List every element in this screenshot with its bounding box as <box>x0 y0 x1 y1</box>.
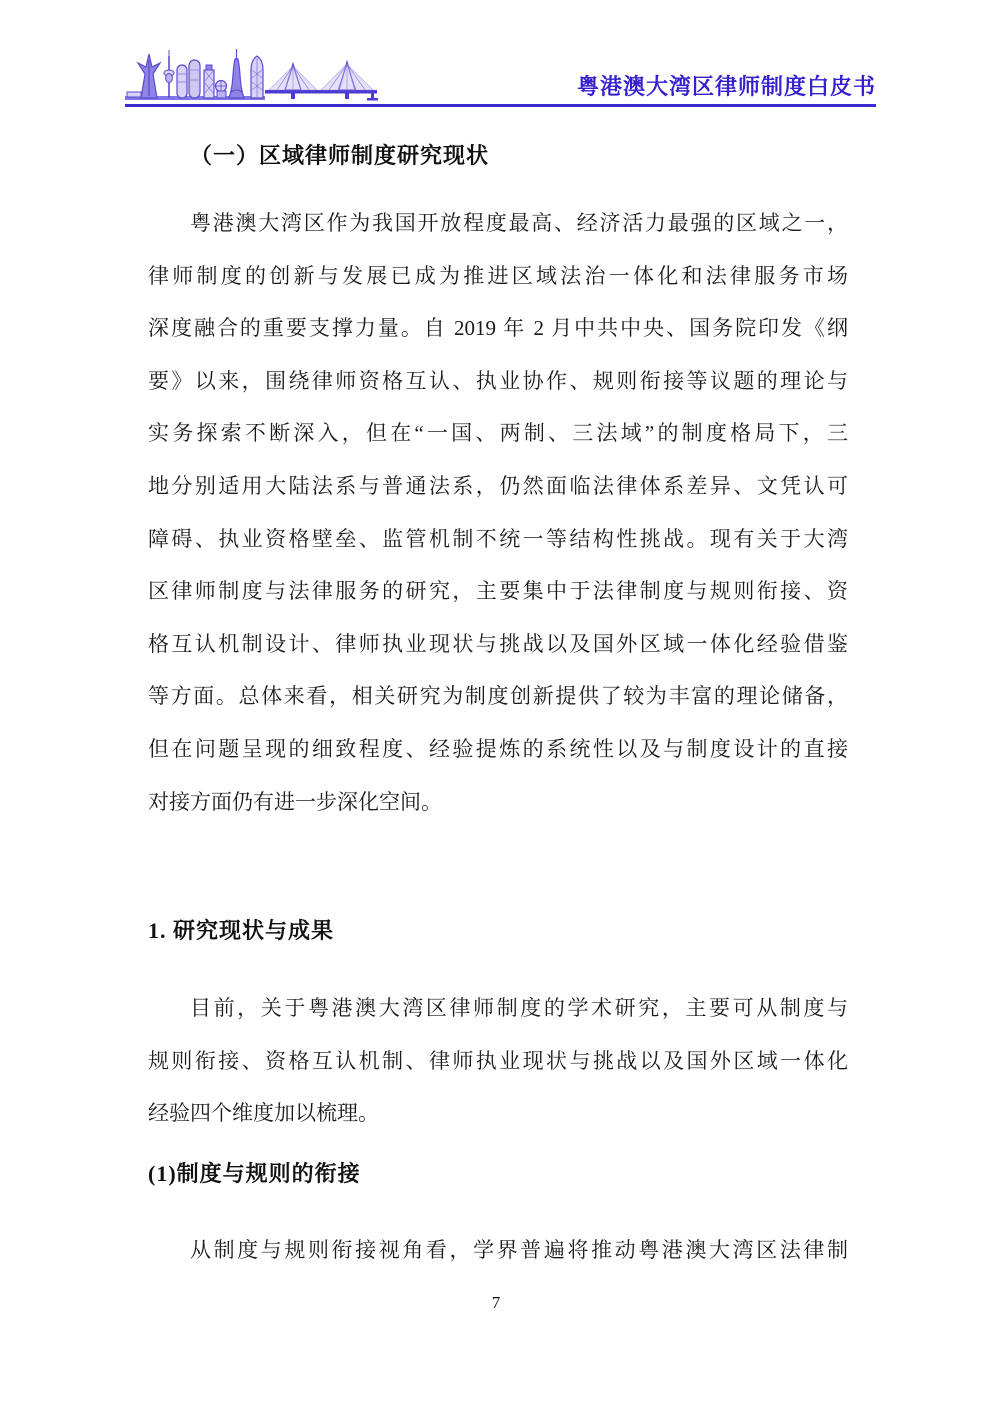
subsection-heading-1: 1. 研究现状与成果 <box>148 918 335 944</box>
paragraph-3 <box>148 1224 848 1277</box>
paragraph-line: 粤港澳大湾区作为我国开放程度最高、经济活力最强的区域之一， <box>190 211 848 235</box>
bay-area-skyline-icon <box>125 48 383 104</box>
paragraph-line: 经验四个维度加以梳理。 <box>148 1101 379 1126</box>
paragraph-line: 等方面。总体来看，相关研究为制度创新提供了较为丰富的理论储备， <box>148 684 848 709</box>
paragraph-line: 区律师制度与法律服务的研究，主要集中于法律制度与规则衔接、资 <box>148 579 848 604</box>
paragraph-line: 规则衔接、资格互认机制、律师执业现状与挑战以及国外区域一体化 <box>148 1048 848 1073</box>
paragraph-line: 对接方面仍有进一步深化空间。 <box>148 789 442 814</box>
paragraph-2 <box>148 982 848 1140</box>
paragraph-line: 地分别适用大陆法系与普通法系，仍然面临法律体系差异、文凭认可 <box>148 473 848 498</box>
paragraph-line: 实务探索不断深入，但在“一国、两制、三法域”的制度格局下，三 <box>148 421 848 446</box>
paragraph-line: 障碍、执业资格壁垒、监管机制不统一等结构性挑战。现有关于大湾 <box>148 526 848 551</box>
paragraph-line: 但在问题呈现的细致程度、经验提炼的系统性以及与制度设计的直接 <box>148 736 848 761</box>
page-header <box>125 50 876 107</box>
paragraph-1 <box>148 197 848 828</box>
page-number: 7 <box>491 1293 501 1312</box>
page-content <box>148 143 848 1277</box>
paragraph-line: 深度融合的重要支撑力量。自 2019 年 2 月中共中央、国务院印发《纲 <box>148 316 848 341</box>
paragraph-line: 律师制度的创新与发展已成为推进区域法治一体化和法律服务市场 <box>148 263 848 288</box>
paragraph-line: 目前，关于粤港澳大湾区律师制度的学术研究，主要可从制度与 <box>190 996 848 1021</box>
document-title: 粤港澳大湾区律师制度白皮书 <box>576 74 876 99</box>
section-heading: （一）区域律师制度研究现状 <box>190 143 490 168</box>
subsection-heading-2: (1)制度与规则的衔接 <box>148 1160 361 1186</box>
paragraph-line: 要》以来，围绕律师资格互认、执业协作、规则衔接等议题的理论与 <box>148 368 848 393</box>
paragraph-line: 格互认机制设计、律师执业现状与挑战以及国外区域一体化经验借鉴 <box>148 631 848 656</box>
page-footer <box>0 1292 992 1314</box>
paragraph-line: 从制度与规则衔接视角看，学界普遍将推动粤港澳大湾区法律制 <box>190 1237 848 1262</box>
